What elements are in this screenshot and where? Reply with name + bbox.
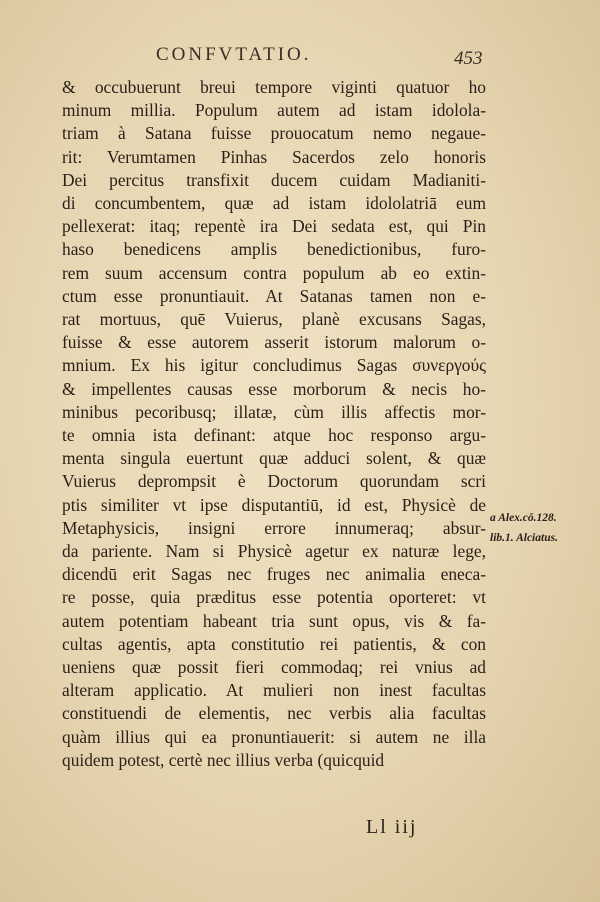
text-line: quàm illius qui ea pronuntiauerit: si autem ne illa bbox=[62, 726, 486, 747]
text-line: ptis similiter vt ipse disputantiū, id est, Physicè de bbox=[62, 494, 486, 515]
text-line: dicendū erit Sagas nec fruges nec animalia eneca- bbox=[62, 564, 486, 585]
text-line: triam à Satana fuisse prouocatum nemo negaue- bbox=[62, 123, 486, 144]
text-line: ueniens quæ possit fieri commodaq; rei vnius ad bbox=[62, 657, 486, 678]
text-line: di concumbentem, quæ ad istam idololatriā eum bbox=[62, 193, 486, 214]
body-text bbox=[62, 76, 486, 772]
text-line: Dei percitus transfixit ducem cuidam Madianiti- bbox=[62, 169, 486, 190]
text-line: fuisse & esse autorem asserit istorum malorum o- bbox=[62, 332, 486, 353]
text-line: alteram applicatio. At mulieri non inest facultas bbox=[62, 680, 486, 701]
margin-note-reference: a Alex.cō.128. bbox=[490, 512, 557, 524]
margin-note-reference: lib.1. Alciatus. bbox=[490, 532, 558, 544]
text-line: quidem potest, certè nec illius verba (quicquid bbox=[62, 749, 385, 770]
text-line: constituendi de elementis, nec verbis alia facultas bbox=[62, 703, 486, 724]
text-line: re posse, quia præditus esse potentia oporteret: vt bbox=[62, 587, 486, 608]
running-title: CONFVTATIO. bbox=[156, 44, 312, 65]
text-line: & impellentes causas esse morborum & necis ho- bbox=[62, 378, 486, 399]
text-line: menta singula euertunt quæ adduci solent, & quæ bbox=[62, 448, 486, 469]
text-line: rat mortuus, quē Vuierus, planè excusans Sagas, bbox=[62, 309, 486, 330]
text-line: autem potentiam habeant tria sunt opus, vis & fa- bbox=[62, 610, 486, 631]
text-line: minibus pecoribusq; illatæ, cùm illis affectis mor- bbox=[62, 401, 486, 422]
text-line: cultas agentis, apta constitutio rei patientis, & con bbox=[62, 633, 486, 654]
text-line: Vuierus deprompsit è Doctorum quorundam scri bbox=[62, 471, 486, 492]
text-line: rem suum accensum contra populum ab eo extin- bbox=[62, 262, 486, 283]
text-line: mnium. Ex his igitur concludimus Sagas συνεργούς bbox=[62, 355, 486, 376]
text-line: pellexerat: itaq; repentè ira Dei sedata est, qui Pin bbox=[62, 216, 486, 237]
signature-mark: Ll iij bbox=[366, 816, 418, 838]
text-line: da pariente. Nam si Physicè agetur ex naturæ lege, bbox=[62, 541, 486, 562]
text-line: minum millia. Populum autem ad istam idolola- bbox=[62, 100, 486, 121]
text-line: rit: Verumtamen Pinhas Sacerdos zelo honoris bbox=[62, 146, 486, 167]
text-line: ctum esse pronuntiauit. At Satanas tamen non e- bbox=[62, 285, 486, 306]
text-line: te omnia ista definant: atque hoc responso argu- bbox=[62, 425, 486, 446]
text-line: & occubuerunt breui tempore viginti quatuor ho bbox=[62, 77, 486, 97]
text-line: Metaphysicis, insigni errore innumeraq; absur- bbox=[62, 517, 486, 538]
page-number: 453 bbox=[454, 48, 483, 69]
text-line: haso benedicens amplis benedictionibus, furo- bbox=[62, 239, 486, 260]
